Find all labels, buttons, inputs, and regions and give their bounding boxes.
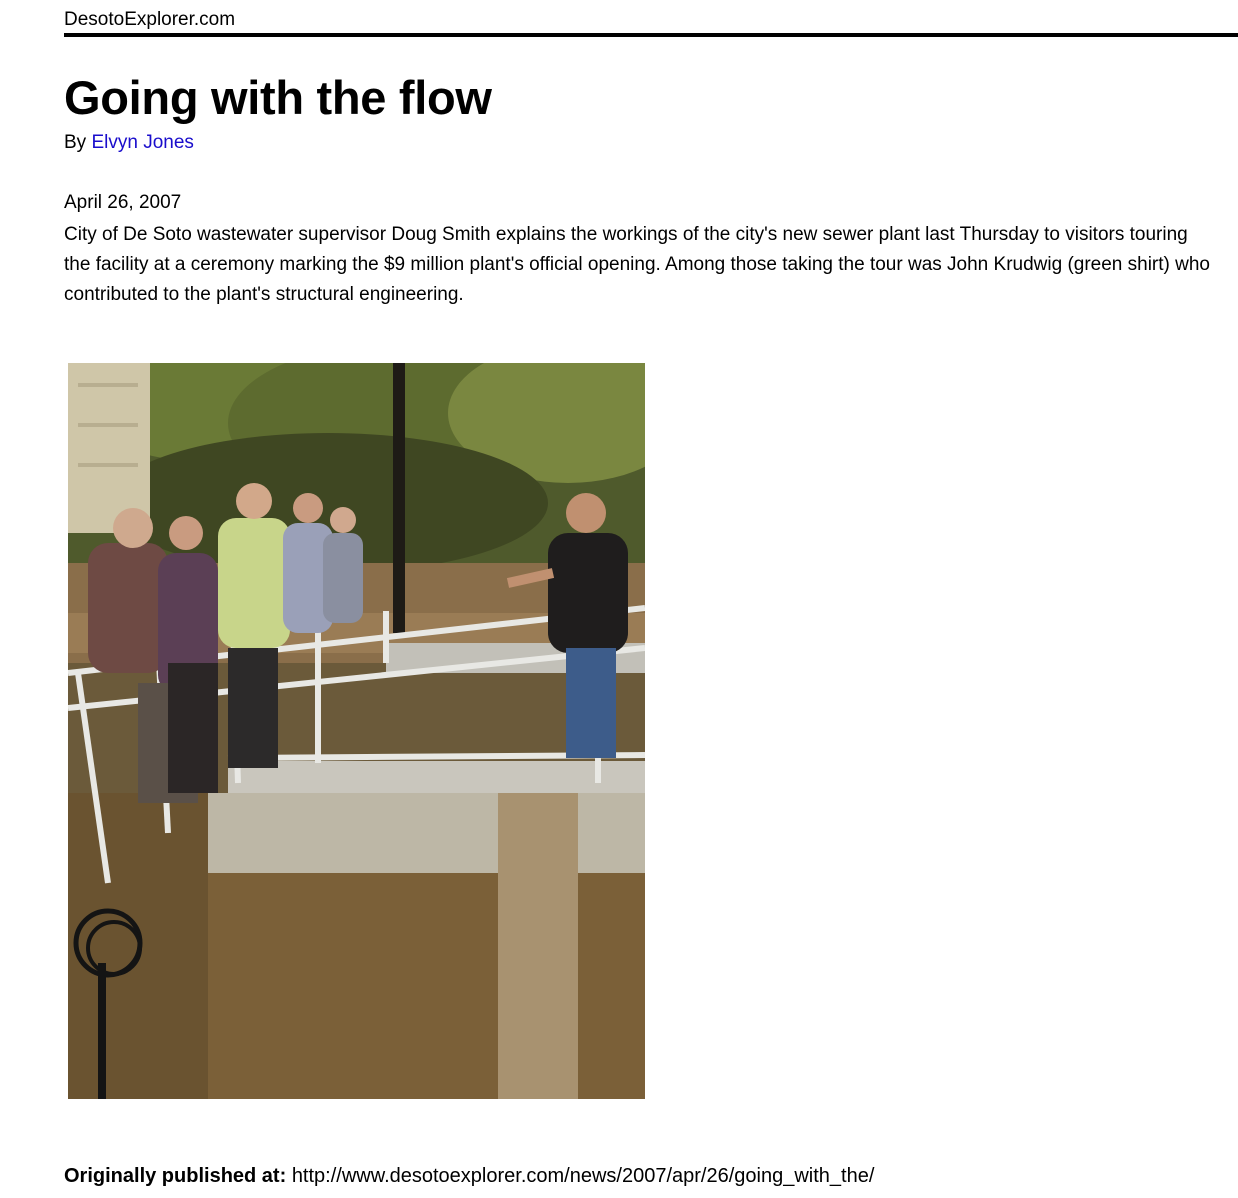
source-url[interactable]: http://www.desotoexplorer.com/news/2007/apr/26/going_with_the/ [291, 1165, 875, 1187]
source-footer [64, 1163, 874, 1189]
site-name: DesotoExplorer.com [64, 9, 236, 30]
byline [64, 131, 194, 155]
article-date: April 26, 2007 [64, 192, 182, 213]
author-link[interactable]: Elvyn Jones [91, 132, 194, 153]
article-photo [68, 363, 645, 1099]
photo-caption: City of De Soto wastewater supervisor Doug Smith explains the workings of the city's new sewer plant last Thursday to visitors touring the facility at a ceremony marking the $9 million plant's official opening. Among those taking the tour was John Krudwig (green shirt) who contributed to the plant's structural engineering. [64, 224, 1210, 305]
source-label: Originally published at: [64, 1165, 287, 1187]
site-header [64, 9, 1238, 37]
byline-prefix: By [64, 132, 87, 153]
article-title: Going with the flow [64, 71, 492, 124]
